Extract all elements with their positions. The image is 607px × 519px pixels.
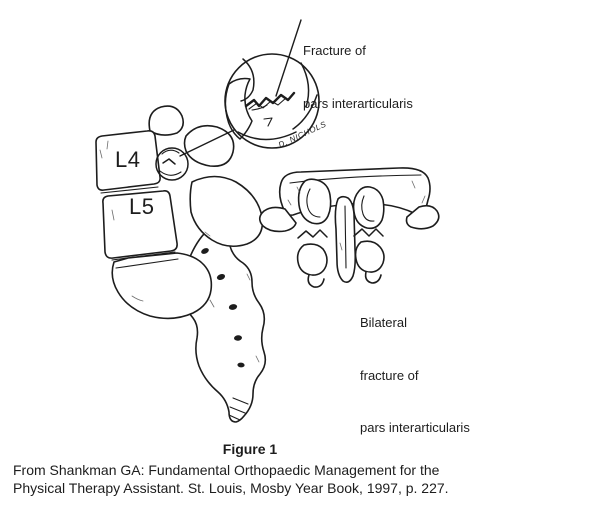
bilateral-label-line3: pars interarticularis [360,420,470,435]
figure-caption-title: Figure 1 [222,441,278,457]
right-superior-articular-process [354,187,384,229]
left-inferior-articular-process [298,244,327,275]
bilateral-label-line1: Bilateral [360,315,407,330]
vertebra-l4-label: L4 [115,147,141,172]
fracture-label-line2: pars interarticularis [303,95,413,111]
sacrum-body-outline [112,253,211,318]
right-pars-fracture-line [354,229,383,236]
bilateral-label-line2: fracture of [360,367,419,383]
caption-source-line2: Physical Therapy Assistant. St. Louis, Mosby Year Book, 1997, p. 227. [13,480,449,496]
vertebra-l5-label: L5 [129,194,155,219]
l5-posterior-elements [190,177,262,247]
left-superior-articular-process [299,179,331,223]
posterior-vertebra-illustration [260,168,439,287]
l4-posterior-elements [185,126,234,167]
figure-caption-source [13,461,593,497]
right-inferior-articular-process [356,241,384,272]
left-pars-fracture-line [298,230,327,238]
l4-superior-process [149,106,183,135]
pars-defect-mark [163,159,175,164]
artist-signature: D. NICHOLS [277,119,328,150]
caption-source-line1: From Shankman GA: Fundamental Orthopaedic Management for the [13,462,440,478]
fracture-label-line1: Fracture of [303,43,366,58]
